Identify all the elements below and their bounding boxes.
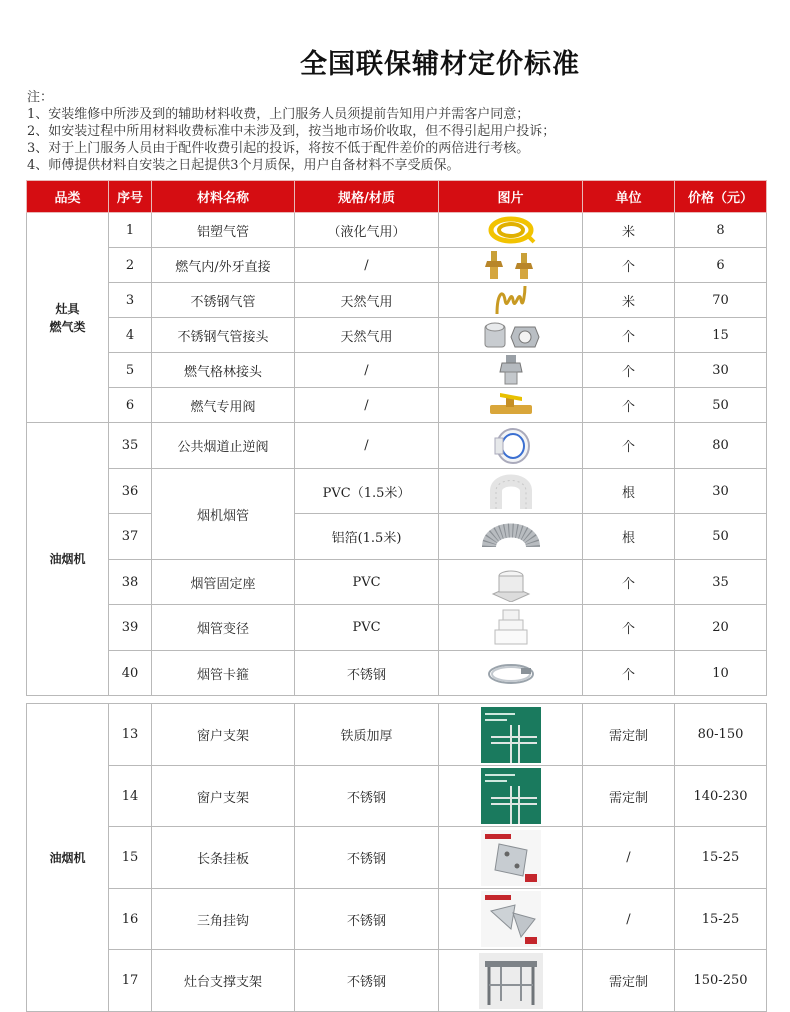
material-picture	[439, 950, 583, 1012]
note-2: 2、如安装过程中所用材料收费标准中未涉及到，按当地市场价收取，但不得引起用户投诉；	[27, 124, 556, 139]
material-unit: 个	[583, 353, 675, 388]
window-bracket-icon	[481, 768, 541, 824]
material-spec: （液化气用）	[295, 213, 439, 248]
material-picture	[439, 283, 583, 318]
material-picture	[439, 248, 583, 283]
check-valve-icon	[489, 426, 533, 466]
table-row	[27, 827, 767, 889]
material-price: 35	[675, 560, 767, 605]
material-name: 长条挂板	[152, 827, 295, 889]
material-spec: PVC（1.5米）	[295, 469, 439, 514]
material-unit: 个	[583, 388, 675, 423]
material-name: 窗户支架	[152, 704, 295, 766]
note-3: 3、对于上门服务人员由于配件收费引起的投诉，将按不低于配件差价的两倍进行考核。	[27, 141, 530, 156]
duct-flange-icon	[489, 562, 533, 602]
row-number: 17	[109, 950, 152, 1012]
material-spec: /	[295, 388, 439, 423]
row-number: 15	[109, 827, 152, 889]
material-picture	[439, 889, 583, 950]
material-unit: 米	[583, 283, 675, 318]
material-spec: 天然气用	[295, 283, 439, 318]
row-number: 35	[109, 423, 152, 469]
table-row	[27, 388, 767, 423]
material-name: 烟管卡箍	[152, 651, 295, 696]
material-unit: 根	[583, 514, 675, 560]
table-row	[27, 950, 767, 1012]
header-number: 序号	[109, 181, 152, 213]
row-number: 36	[109, 469, 152, 514]
table-row	[27, 560, 767, 605]
material-picture	[439, 651, 583, 696]
material-price: 10	[675, 651, 767, 696]
material-unit: 个	[583, 560, 675, 605]
material-picture	[439, 514, 583, 560]
brass-fitting-icon	[481, 249, 541, 281]
material-spec: 不锈钢	[295, 827, 439, 889]
material-unit: 个	[583, 318, 675, 353]
material-name: 窗户支架	[152, 766, 295, 827]
material-unit: 需定制	[583, 704, 675, 766]
table-row	[27, 423, 767, 469]
material-unit: /	[583, 827, 675, 889]
material-unit: 需定制	[583, 950, 675, 1012]
material-name: 燃气专用阀	[152, 388, 295, 423]
table-row	[27, 766, 767, 827]
yellow-hose-icon	[486, 214, 536, 246]
material-picture	[439, 388, 583, 423]
table-row	[27, 283, 767, 318]
material-name: 铝塑气管	[152, 213, 295, 248]
steel-connector-icon	[496, 354, 526, 386]
category-range-hood: 油烟机	[27, 423, 109, 696]
material-unit: 个	[583, 248, 675, 283]
header-price: 价格（元）	[675, 181, 767, 213]
table-row	[27, 353, 767, 388]
corrugated-pipe-icon	[491, 284, 531, 316]
material-unit: 个	[583, 423, 675, 469]
material-name: 不锈钢气管接头	[152, 318, 295, 353]
material-price: 30	[675, 353, 767, 388]
row-number: 6	[109, 388, 152, 423]
table-header	[27, 181, 767, 213]
table-row	[27, 318, 767, 353]
notes	[27, 89, 555, 174]
material-spec: 不锈钢	[295, 889, 439, 950]
triangle-hook-icon	[481, 891, 541, 947]
material-name: 不锈钢气管	[152, 283, 295, 318]
material-name: 公共烟道止逆阀	[152, 423, 295, 469]
row-number: 3	[109, 283, 152, 318]
row-number: 2	[109, 248, 152, 283]
page-title: 全国联保辅材定价标准	[300, 49, 580, 80]
header-material-name: 材料名称	[152, 181, 295, 213]
material-price: 8	[675, 213, 767, 248]
header-unit: 单位	[583, 181, 675, 213]
row-number: 14	[109, 766, 152, 827]
note-1: 1、安装维修中所涉及到的辅助材料收费，上门服务人员须提前告知用户并需客户同意；	[27, 107, 530, 122]
material-spec: PVC	[295, 560, 439, 605]
table-row	[27, 213, 767, 248]
material-spec: 铝箔(1.5米)	[295, 514, 439, 560]
material-name: 烟机烟管	[152, 469, 295, 560]
table-row	[27, 469, 767, 514]
material-spec: /	[295, 423, 439, 469]
table-row	[27, 605, 767, 651]
material-picture	[439, 353, 583, 388]
hose-clamp-icon	[483, 658, 539, 688]
material-unit: /	[583, 889, 675, 950]
material-spec: 天然气用	[295, 318, 439, 353]
material-name: 三角挂钩	[152, 889, 295, 950]
material-price: 70	[675, 283, 767, 318]
table-row	[27, 889, 767, 950]
material-unit: 个	[583, 651, 675, 696]
table-row	[27, 514, 767, 560]
material-picture	[439, 318, 583, 353]
material-picture	[439, 704, 583, 766]
category-range-hood-2: 油烟机	[27, 704, 109, 1012]
category-gas	[27, 213, 109, 423]
material-price: 15-25	[675, 889, 767, 950]
material-name: 燃气内/外牙直接	[152, 248, 295, 283]
row-number: 39	[109, 605, 152, 651]
row-number: 13	[109, 704, 152, 766]
material-unit: 根	[583, 469, 675, 514]
material-picture	[439, 766, 583, 827]
pvc-duct-icon	[486, 471, 536, 511]
material-unit: 米	[583, 213, 675, 248]
material-price: 80-150	[675, 704, 767, 766]
material-price: 50	[675, 388, 767, 423]
hanging-plate-icon	[481, 830, 541, 886]
row-number: 1	[109, 213, 152, 248]
row-number: 37	[109, 514, 152, 560]
header-spec: 规格/材质	[295, 181, 439, 213]
table-row	[27, 248, 767, 283]
duct-reducer-icon	[489, 608, 533, 648]
foil-duct-icon	[481, 517, 541, 557]
material-spec: /	[295, 248, 439, 283]
material-price: 15-25	[675, 827, 767, 889]
table-row	[27, 704, 767, 766]
material-picture	[439, 469, 583, 514]
material-spec: /	[295, 353, 439, 388]
material-name: 燃气格林接头	[152, 353, 295, 388]
material-price: 140-230	[675, 766, 767, 827]
material-picture	[439, 560, 583, 605]
row-number: 16	[109, 889, 152, 950]
row-number: 4	[109, 318, 152, 353]
header-category: 品类	[27, 181, 109, 213]
material-spec: 铁质加厚	[295, 704, 439, 766]
material-name: 灶台支撑支架	[152, 950, 295, 1012]
material-picture	[439, 605, 583, 651]
material-price: 15	[675, 318, 767, 353]
header-picture: 图片	[439, 181, 583, 213]
material-spec: 不锈钢	[295, 651, 439, 696]
steel-nut-icon	[481, 319, 541, 351]
stove-stand-icon	[479, 953, 543, 1009]
material-price: 6	[675, 248, 767, 283]
material-spec: 不锈钢	[295, 766, 439, 827]
row-number: 5	[109, 353, 152, 388]
material-spec: 不锈钢	[295, 950, 439, 1012]
table-row	[27, 651, 767, 696]
notes-label: 注：	[27, 90, 54, 105]
material-price: 20	[675, 605, 767, 651]
material-price: 50	[675, 514, 767, 560]
gas-valve-icon	[486, 389, 536, 421]
material-picture	[439, 423, 583, 469]
row-number: 40	[109, 651, 152, 696]
material-name: 烟管固定座	[152, 560, 295, 605]
material-picture	[439, 827, 583, 889]
material-price: 80	[675, 423, 767, 469]
price-table-2	[26, 703, 767, 1012]
row-number: 38	[109, 560, 152, 605]
material-name: 烟管变径	[152, 605, 295, 651]
material-price: 30	[675, 469, 767, 514]
material-price: 150-250	[675, 950, 767, 1012]
category-gas-line2: 燃气类	[49, 319, 86, 334]
material-picture	[439, 213, 583, 248]
category-gas-line1: 灶具	[55, 301, 80, 316]
window-bracket-icon	[481, 707, 541, 763]
material-unit: 个	[583, 605, 675, 651]
material-unit: 需定制	[583, 766, 675, 827]
note-4: 4、师傅提供材料自安装之日起提供3个月质保，用户自备材料不享受质保。	[27, 158, 460, 173]
material-spec: PVC	[295, 605, 439, 651]
price-table-1	[26, 180, 767, 696]
